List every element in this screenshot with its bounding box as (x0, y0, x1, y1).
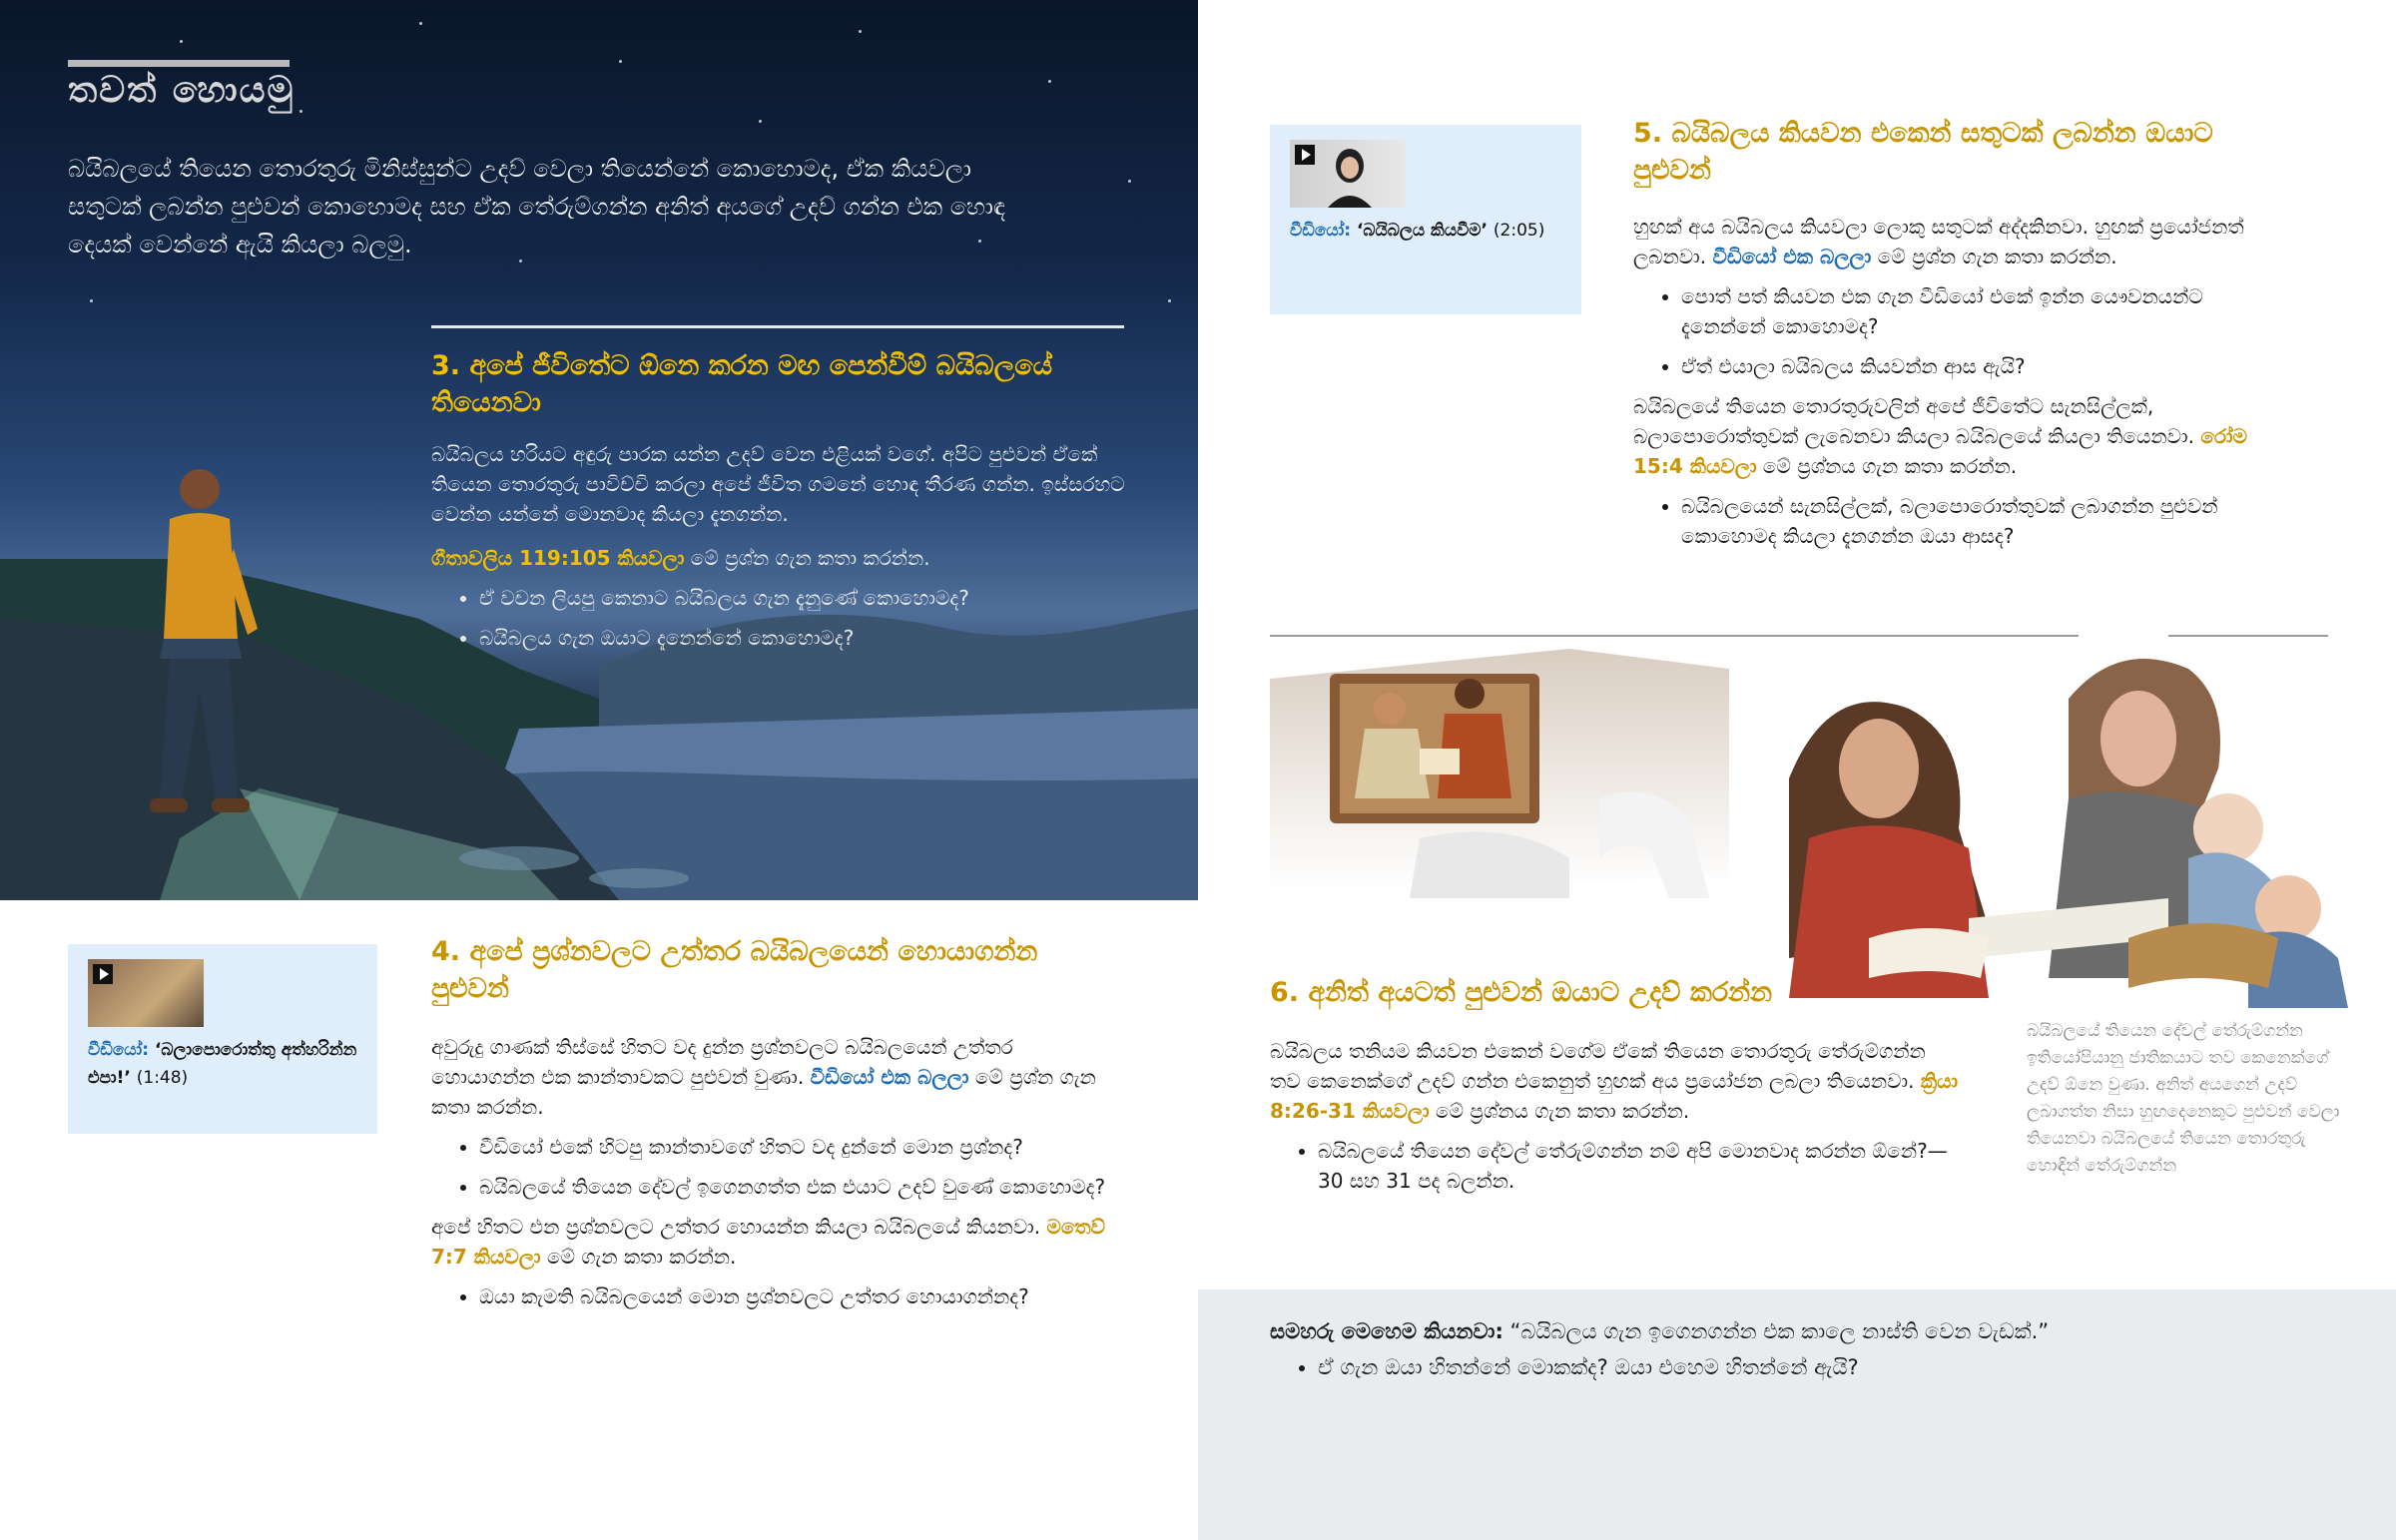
video-title[interactable]: ‘බලාපොරොත්තු අත්හරින්න එපා!’ (88, 1040, 357, 1088)
video-label: වීඩියෝ: (88, 1040, 150, 1060)
section5-body (1633, 212, 2292, 561)
section6-body (1270, 1036, 1959, 1206)
video-card-hope[interactable] (68, 944, 377, 1134)
section4-title: 4. අපේ ප්‍රශ්නවලට උත්තර බයිබලයෙන් හොයාගන්න පුළුවන් (431, 936, 1038, 1004)
section3-title: 3. අපේ ජීවිතේට ඕනෙ කරන මඟ පෙන්වීම් බයිබලයේ තියෙනවා (431, 350, 1052, 418)
scripture-link-matthew[interactable]: මතෙව් 7:7 කියවලා (431, 1215, 1106, 1269)
video-duration: (2:05) (1493, 221, 1545, 241)
scripture-link-acts[interactable]: ක්‍රියා 8:26-31 කියවලා (1270, 1069, 1959, 1123)
man-with-flashlight-figure (130, 459, 270, 828)
presenter-figure (1326, 146, 1374, 208)
section6-paragraph (1270, 1036, 1959, 1126)
question-item: • ඒ ගැන ඔයා හිතන්නේ මොකක්ද? ඔයා එහෙම හිතන්නේ ඇයි? (1318, 1351, 2348, 1383)
section4-paragraph-2 (431, 1212, 1120, 1272)
play-icon[interactable] (1295, 145, 1315, 165)
illustration-caption: බයිබලයේ තියෙන දේවල් තේරුම්ගන්න ඉතියෝපියානු ජාතිකයාට තව කෙනෙක්ගේ උදව් ඕනෙ වුණා. අනිත් අයගෙන් උදව් ලබාගත්ත නිසා හුඟදෙනෙකුට පුළුවන් වෙලා තියෙනවා බයිබලයේ තියෙන තොරතුරු හොඳින් තේරුම්ගන්න (2027, 1021, 2340, 1176)
section5-questions-2 (1633, 491, 2292, 551)
section3-rule (431, 325, 1124, 328)
video-card-reading[interactable] (1270, 125, 1581, 314)
section4-paragraph (431, 1032, 1120, 1122)
question-item: • පොත් පත් කියවන එක ගැන වීඩියෝ එකේ ඉන්න යෞවනයන්ට දැනෙන්නේ කොහොමද? (1681, 281, 2292, 341)
page-title: තවත් හොයමු (68, 70, 296, 111)
section4-questions (431, 1132, 1120, 1202)
section6-text: බයිබලය තනියම කියවන එකෙන් වගේම ඒකේ තියෙන තොරතුරු තේරුම්ගන්න තව කෙනෙක්ගේ උදව් ගන්න එකෙනුත් හුඟක් අය ප්‍රයෝජන ලබලා තියෙනවා. (1270, 1039, 1926, 1093)
question-item: • බයිබලය ගැන ඔයාට දැනෙන්නේ කොහොමද? (479, 623, 1130, 653)
objection-lead: සමහරු මෙහෙම කියනවා: (1270, 1319, 1503, 1343)
section3-paragraph: බයිබලය හරියට අඳුරු පාරක යන්න උදව් වෙන එළියක් වගේ. අපිට පුළුවන් ඒකේ තියෙන තොරතුරු පාවිච්චි කරලා අපේ ජීවිත ගමනේ හොඳ තීරණ ගන්න. ඉස්සරහට වෙන්න යන්නේ මොනවාද කියලා දැනගන්න. (431, 442, 1125, 526)
video-title[interactable]: ‘බයිබලය කියවීම’ (1356, 221, 1488, 241)
section3-instruction (431, 543, 1130, 573)
video-label: වීඩියෝ: (1290, 221, 1352, 241)
section6-title: 6. අනිත් අයටත් පුළුවන් ඔයාට උදව් කරන්න (1270, 977, 1772, 1008)
watch-video-link[interactable]: වීඩියෝ එක බලලා (810, 1065, 969, 1089)
section5-text-2: බයිබලයේ තියෙන තොරතුරුවලින් අපේ ජීවිතේට සැනසිල්ලක්, බලාපොරොත්තුවක් ලැබෙනවා කියලා බයිබලයේ කියලා තියෙනවා. (1633, 394, 2194, 448)
section6-questions (1270, 1136, 1959, 1196)
video-duration: (1:48) (136, 1068, 189, 1088)
section4-questions-2 (431, 1282, 1120, 1311)
objection-quote: “බයිබලය ගැන ඉගෙනගන්න එක කාලෙ නාස්ති වෙන වැඩක්.” (1502, 1319, 2050, 1343)
question-item: • බයිබලයේ තියෙන දේවල් තේරුම්ගන්න නම් අපි මොනවාද කරන්න ඕනේ?—30 සහ 31 පද බලන්න. (1318, 1136, 1959, 1196)
objection-statement (1270, 1315, 2348, 1347)
scripture-link-psalm[interactable]: ගීතාවලිය 119:105 කියවලා (431, 546, 685, 570)
section5-paragraph-2 (1633, 391, 2292, 481)
scripture-link-romans[interactable]: රෝම 15:4 කියවලා (1633, 424, 2247, 478)
section5-questions (1633, 281, 2292, 381)
section6-instruction-text: මේ ප්‍රශ්නය ගැන කතා කරන්න. (1429, 1099, 1690, 1123)
section3-instruction-text: මේ ප්‍රශ්න ගැන කතා කරන්න. (684, 546, 930, 570)
question-item: • ඒ වචන ලියපු කෙනාට බයිබලය ගැන දැනුණේ කොහොමද? (479, 583, 1130, 613)
objection-content (1270, 1315, 2348, 1393)
play-icon[interactable] (93, 964, 113, 984)
intro-paragraph: බයිබලයේ තියෙන තොරතුරු මිනිස්සුන්ට උදව් වෙලා තියෙන්නේ කොහොමද, ඒක කියවලා සතුටක් ලබන්න පුළුවන් කොහොමද සහ ඒක තේරුම්ගන්න අනිත් අයගේ උදව් ගන්න එක හොඳ දෙයක් වෙන්නේ ඇයි කියලා බලමු. (68, 155, 1006, 258)
question-item: • වීඩියෝ එකේ හිටපු කාන්තාවගේ හිතට වද දුන්නේ මොන ප්‍රශ්නද? (479, 1132, 1120, 1162)
bible-study-illustration (1270, 599, 2396, 1018)
question-item: • බයිබලයෙන් සැනසිල්ලක්, බලාපොරොත්තුවක් ලබාගන්න පුළුවන් කොහොමද කියලා දැනගන්න ඔයා ආසද? (1681, 491, 2292, 551)
watch-video-link[interactable]: වීඩියෝ එක බලලා (1712, 245, 1872, 268)
question-item: • ඒත් එයාලා බයිබලය කියවන්න ආස ඇයි? (1681, 351, 2292, 381)
section5-instruction-text: මේ ප්‍රශ්න ගැන කතා කරන්න. (1871, 245, 2117, 268)
section4-instruction-text: මේ ප්‍රශ්න ගැන කතා කරන්න. (431, 1065, 1096, 1119)
section4-text-2: අපේ හිතට එන ප්‍රශ්නවලට උත්තර හොයන්න කියලා බයිබලයේ කියනවා. (431, 1215, 1041, 1239)
question-item: • බයිබලයේ තියෙන දේවල් ඉගෙනගත්ත එක එයාට උදව් වුණේ කොහොමද? (479, 1172, 1120, 1202)
video-caption (1290, 217, 1569, 245)
section4-instruction-text-2: මේ ගැන කතා කරන්න. (540, 1245, 737, 1269)
header-rule (68, 60, 290, 67)
video-caption (88, 1036, 357, 1092)
objection-questions (1270, 1351, 2348, 1383)
section3-body (431, 439, 1130, 663)
section5-paragraph (1633, 212, 2292, 271)
video-thumbnail[interactable] (1290, 140, 1406, 208)
section5-instruction-text-2: මේ ප්‍රශ්නය ගැන කතා කරන්න. (1756, 454, 2018, 478)
question-item: • ඔයා කැමති බයිබලයෙන් මොන ප්‍රශ්නවලට උත්තර හොයාගන්නද? (479, 1282, 1120, 1311)
section5-text: හුඟක් අය බයිබලය කියවලා ලොකු සතුටක් අද්දකිනවා. හුඟක් ප්‍රයෝජනත් ලබනවා. (1633, 215, 2244, 268)
section3-questions (431, 583, 1130, 653)
video-thumbnail[interactable] (88, 959, 204, 1027)
section4-body (431, 1032, 1120, 1321)
section4-text: අවුරුදු ගාණක් තිස්සේ හිතට වද දුන්න ප්‍රශ්නවලට බයිබලයෙන් උත්තර හොයාගන්න එක කාන්තාවකට පුළුවන් වුණා. (431, 1035, 1013, 1089)
section5-title: 5. බයිබලය කියවන එකෙන් සතුටක් ලබන්න ඔයාට පුළුවන් (1633, 118, 2213, 186)
